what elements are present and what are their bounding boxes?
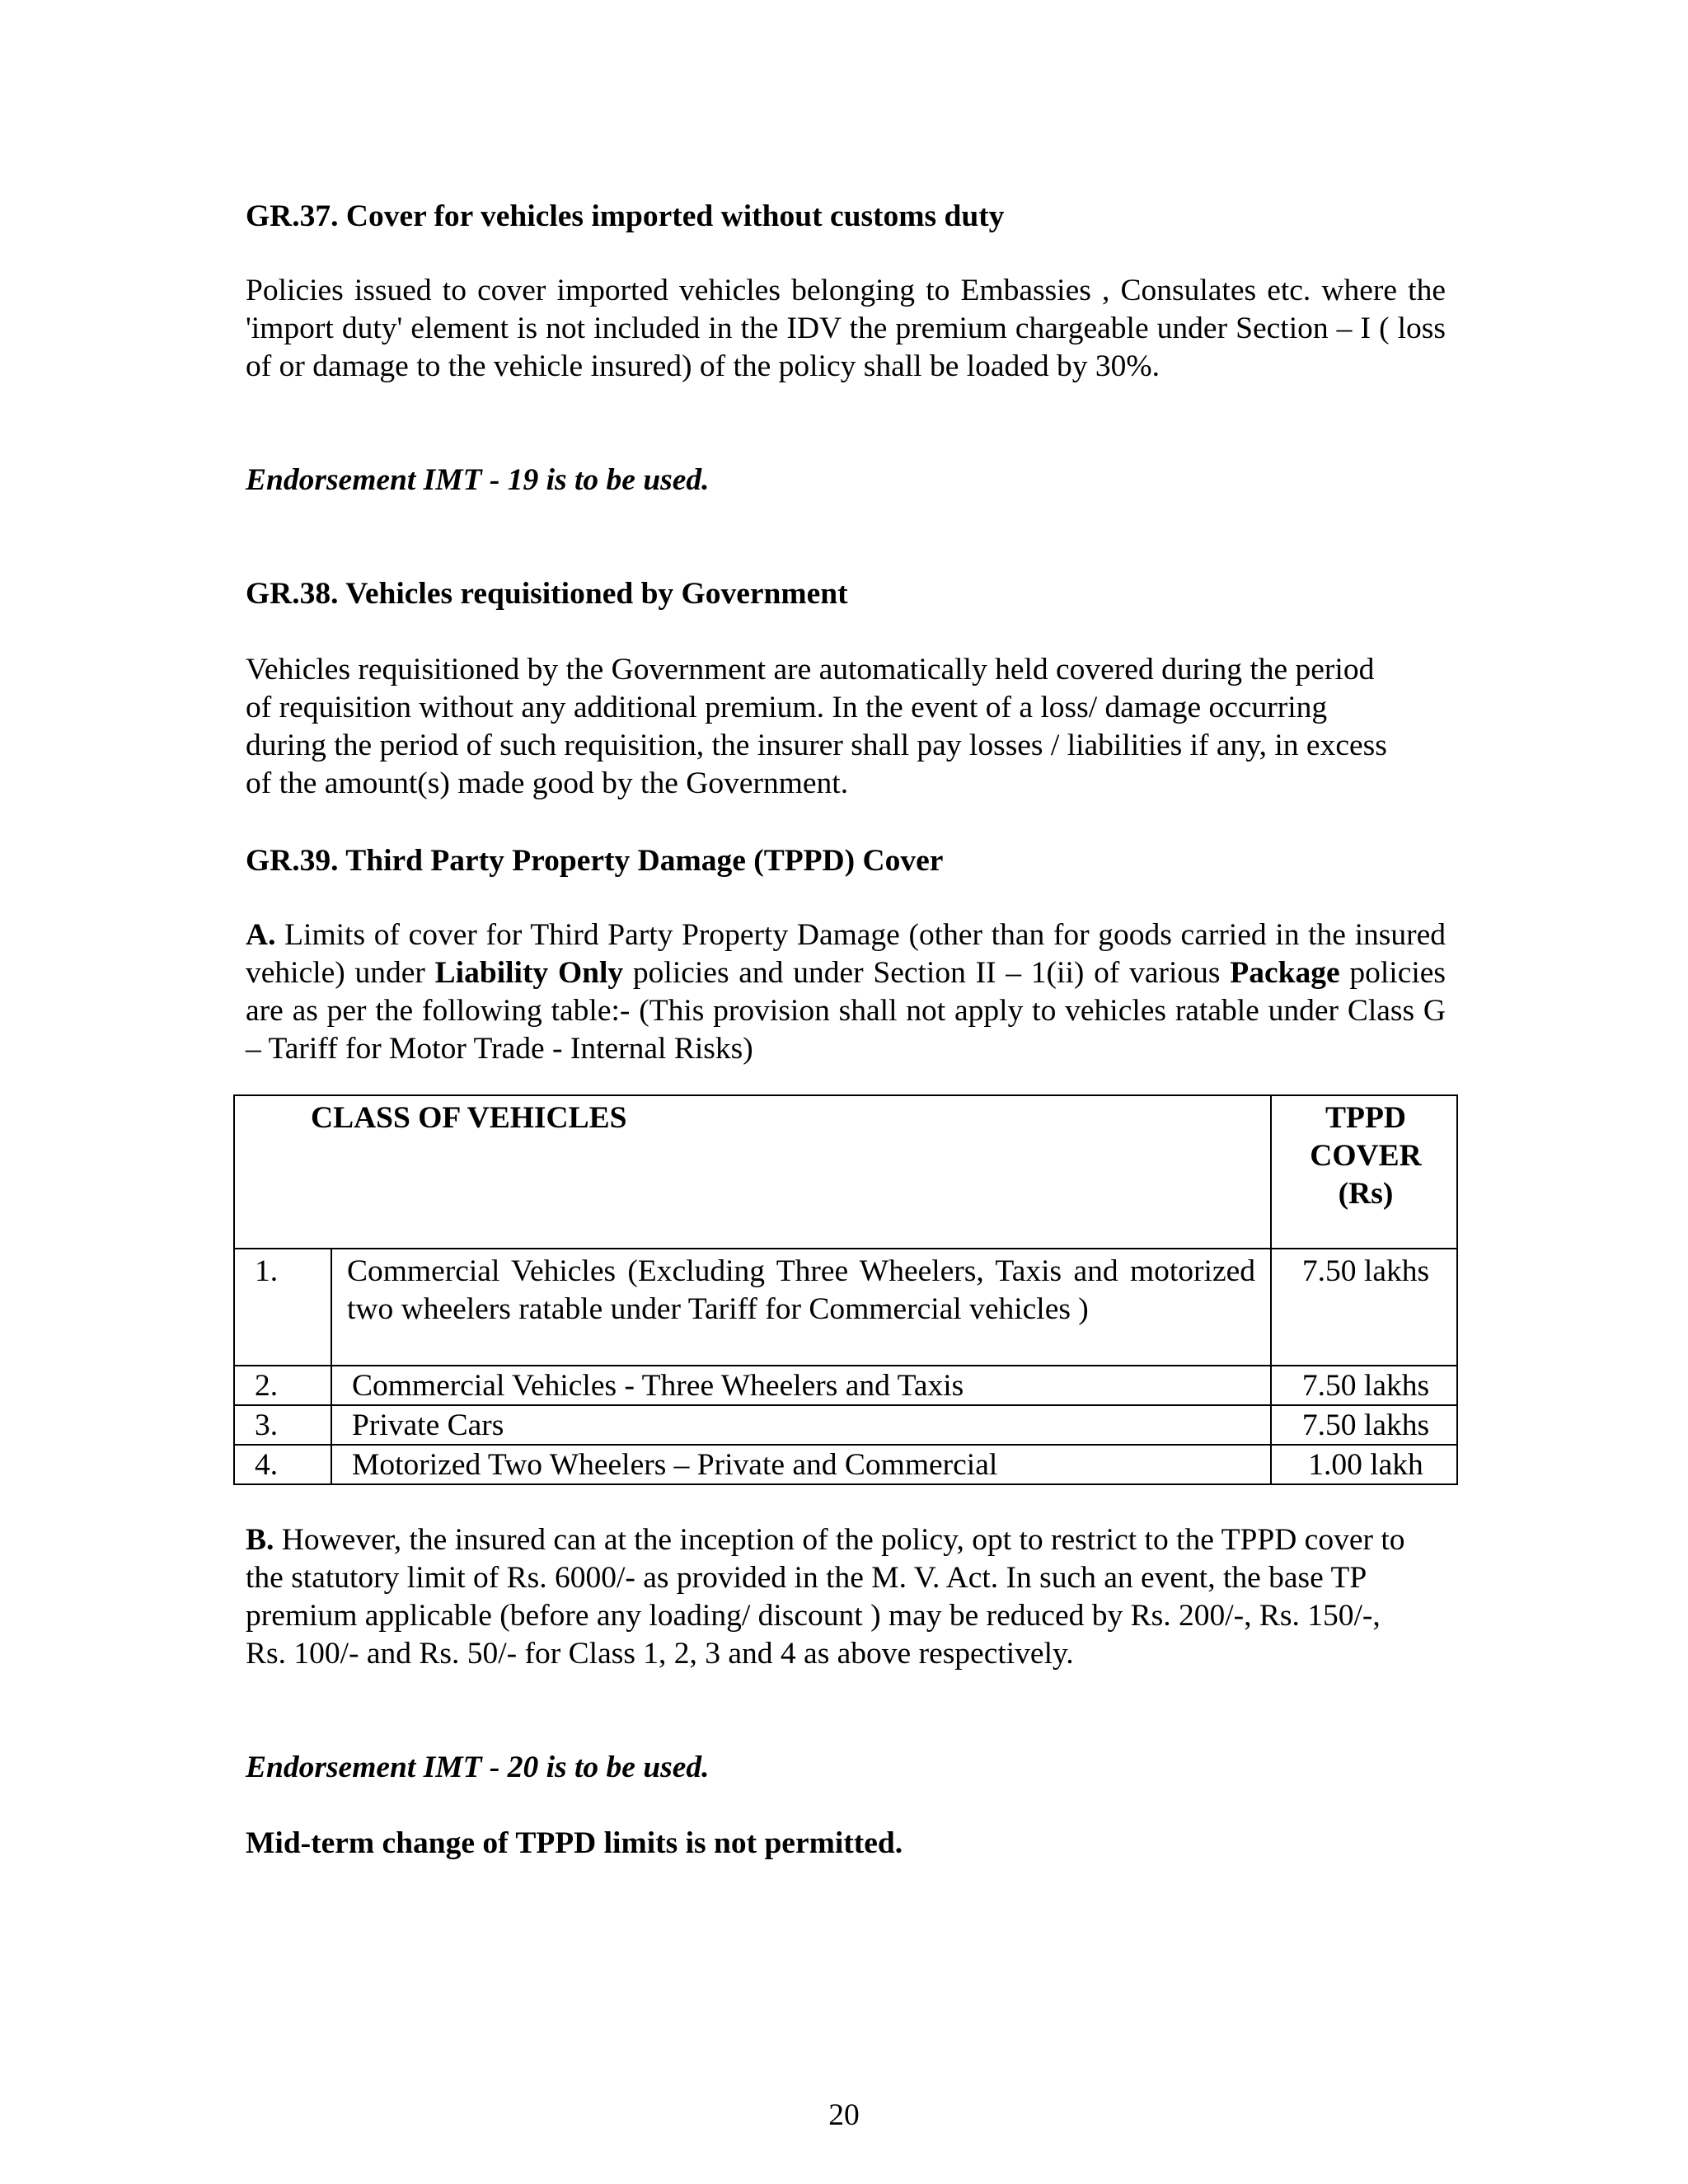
row-number: 1. (235, 1249, 332, 1365)
para-a-label: A. (246, 918, 276, 952)
table-row (233, 1365, 1458, 1406)
para-a-bold-package: Package (1230, 956, 1340, 990)
para-a-text-3: policies are as per the following table:- (This provision shall not apply to vehicles ratable under Class G – Tariff for Motor Trade - Internal Risks) (246, 956, 1446, 1066)
row-number: 2. (235, 1366, 332, 1404)
table-row (233, 1404, 1458, 1446)
header-tppd-cover: TPPD COVER (Rs) (1270, 1096, 1460, 1248)
gr39-heading: GR.39. Third Party Property Damage (TPPD) Cover (246, 844, 944, 878)
gr39-endorsement: Endorsement IMT - 20 is to be used. (246, 1750, 710, 1784)
tppd-table (233, 1094, 1458, 1482)
gr39-paragraph-a (246, 916, 1446, 1068)
row-cover: 7.50 lakhs (1270, 1249, 1460, 1365)
para-b-text: However, the insured can at the inception of the policy, opt to restrict to the TPPD cover to the statutory limit of Rs. 6000/- as provided in the M. V. Act. In such an event, the base TP premium applicable (before any loading/ discount ) may be reduced by Rs. 200/-, Rs. 150/-, Rs. 100/- and Rs. 50/- for Class 1, 2, 3 and 4 as above respectively. (246, 1523, 1405, 1671)
table-row (233, 1444, 1458, 1485)
row-description: Motorized Two Wheelers – Private and Commercial (352, 1448, 998, 1482)
table-header-row (233, 1094, 1458, 1249)
row-cover: 7.50 lakhs (1270, 1366, 1460, 1404)
row-description: Commercial Vehicles (Excluding Three Wheelers, Taxis and motorized two wheelers ratable under Tariff for Commercial vehicles ) (347, 1254, 1255, 1326)
para-a-bold-liability: Liability Only (434, 956, 624, 990)
gr38-paragraph: Vehicles requisitioned by the Government are automatically held covered during the period of requisition without any additional premium. In the event of a loss/ damage occurring during the period of such requisition, the insurer shall pay losses / liabilities if any, in excess of the amount(s) made good by the Government. (246, 653, 1387, 800)
row-description: Private Cars (352, 1408, 504, 1442)
para-b-label: B. (246, 1523, 274, 1557)
gr37-heading: GR.37. Cover for vehicles imported without customs duty (246, 199, 1005, 233)
para-a-text-1: Limits of cover for Third Party Property Damage (other than for goods carried in the insured vehicle) under (246, 918, 1446, 990)
para-a-text-2: policies and under Section II – 1(ii) of various (623, 956, 1231, 990)
header-class-of-vehicles: CLASS OF VEHICLES (311, 1101, 627, 1135)
row-number: 4. (235, 1446, 332, 1483)
row-cover: 1.00 lakh (1270, 1446, 1460, 1483)
table-row (233, 1248, 1458, 1366)
row-description: Commercial Vehicles - Three Wheelers and Taxis (352, 1369, 964, 1403)
gr39-paragraph-b (246, 1521, 1413, 1673)
gr37-paragraph: Policies issued to cover imported vehicles belonging to Embassies , Consulates etc. where the 'import duty' element is not included in the IDV the premium chargeable under Section – I ( loss of or damage to the vehicle insured) of the policy shall be loaded by 30%. (246, 274, 1446, 383)
gr38-heading: GR.38. Vehicles requisitioned by Government (246, 577, 848, 611)
midterm-note: Mid-term change of TPPD limits is not permitted. (246, 1826, 903, 1860)
page-number: 20 (828, 2098, 860, 2132)
row-number: 3. (235, 1406, 332, 1444)
gr37-endorsement: Endorsement IMT - 19 is to be used. (246, 463, 710, 497)
row-cover: 7.50 lakhs (1270, 1406, 1460, 1444)
